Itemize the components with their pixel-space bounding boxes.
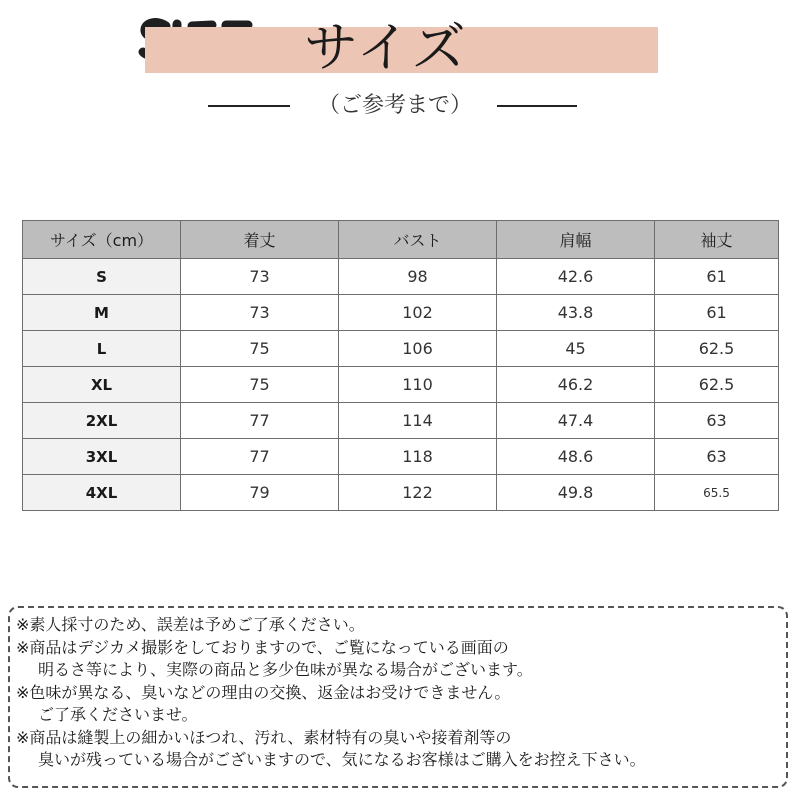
- length-cell: 75: [181, 331, 339, 367]
- size-cell: 4XL: [23, 475, 181, 511]
- note-line: 明るさ等により、実際の商品と多少色味が異なる場合がございます。: [38, 660, 533, 679]
- note-line: ご了承くださいませ。: [38, 705, 198, 724]
- bust-cell: 102: [339, 295, 497, 331]
- length-cell: 73: [181, 295, 339, 331]
- sleeve-cell: 62.5: [655, 331, 779, 367]
- table-row: [23, 259, 779, 295]
- subtitle-divider-right: [497, 105, 577, 107]
- size-cell: L: [23, 331, 181, 367]
- subtitle: （ご参考まで）: [317, 93, 472, 118]
- bust-cell: 114: [339, 403, 497, 439]
- shoulder-cell: 47.4: [497, 403, 655, 439]
- header-length: 着丈: [181, 221, 339, 259]
- size-cell: M: [23, 295, 181, 331]
- table-row: [23, 367, 779, 403]
- header-size: サイズ（cm）: [23, 221, 181, 259]
- length-cell: 77: [181, 439, 339, 475]
- page-title: サイズ: [304, 16, 468, 79]
- shoulder-cell: 48.6: [497, 439, 655, 475]
- note-line: ※素人採寸のため、誤差は予めご了承ください。: [16, 615, 365, 634]
- bust-cell: 122: [339, 475, 497, 511]
- note-line: 臭いが残っている場合がございますので、気になるお客様はご購入をお控え下さい。: [38, 750, 646, 769]
- table-row: [23, 403, 779, 439]
- size-cell: S: [23, 259, 181, 295]
- header-sleeve: 袖丈: [655, 221, 779, 259]
- note-line: ※商品は縫製上の細かいほつれ、汚れ、素材特有の臭いや接着剤等の: [16, 727, 512, 747]
- bust-cell: 118: [339, 439, 497, 475]
- sleeve-cell: 63: [655, 403, 779, 439]
- subtitle-row: [0, 90, 800, 122]
- notes-box: [8, 606, 788, 788]
- table-row: [23, 295, 779, 331]
- size-cell: 3XL: [23, 439, 181, 475]
- header-shoulder: 肩幅: [497, 221, 655, 259]
- table-row: [23, 331, 779, 367]
- bust-cell: 106: [339, 331, 497, 367]
- sleeve-cell: 62.5: [655, 367, 779, 403]
- bust-cell: 110: [339, 367, 497, 403]
- size-chart-table: [22, 220, 779, 511]
- shoulder-cell: 42.6: [497, 259, 655, 295]
- shoulder-cell: 43.8: [497, 295, 655, 331]
- sleeve-cell: 61: [655, 295, 779, 331]
- sleeve-cell: 63: [655, 439, 779, 475]
- length-cell: 79: [181, 475, 339, 511]
- sleeve-cell: 61: [655, 259, 779, 295]
- table-row: [23, 475, 779, 511]
- note-line: ※色味が異なる、臭いなどの理由の交換、返金はお受けできません。: [16, 682, 511, 702]
- table-header-row: [23, 221, 779, 259]
- shoulder-cell: 45: [497, 331, 655, 367]
- shoulder-cell: 49.8: [497, 475, 655, 511]
- size-cell: XL: [23, 367, 181, 403]
- shoulder-cell: 46.2: [497, 367, 655, 403]
- header-bust: バスト: [339, 221, 497, 259]
- sleeve-cell: 65.5: [655, 475, 779, 511]
- note-line: ※商品はデジカメ撮影をしておりますので、ご覧になっている画面の: [16, 637, 509, 657]
- subtitle-divider-left: [208, 105, 290, 107]
- length-cell: 75: [181, 367, 339, 403]
- table-row: [23, 439, 779, 475]
- size-cell: 2XL: [23, 403, 181, 439]
- bust-cell: 98: [339, 259, 497, 295]
- length-cell: 77: [181, 403, 339, 439]
- length-cell: 73: [181, 259, 339, 295]
